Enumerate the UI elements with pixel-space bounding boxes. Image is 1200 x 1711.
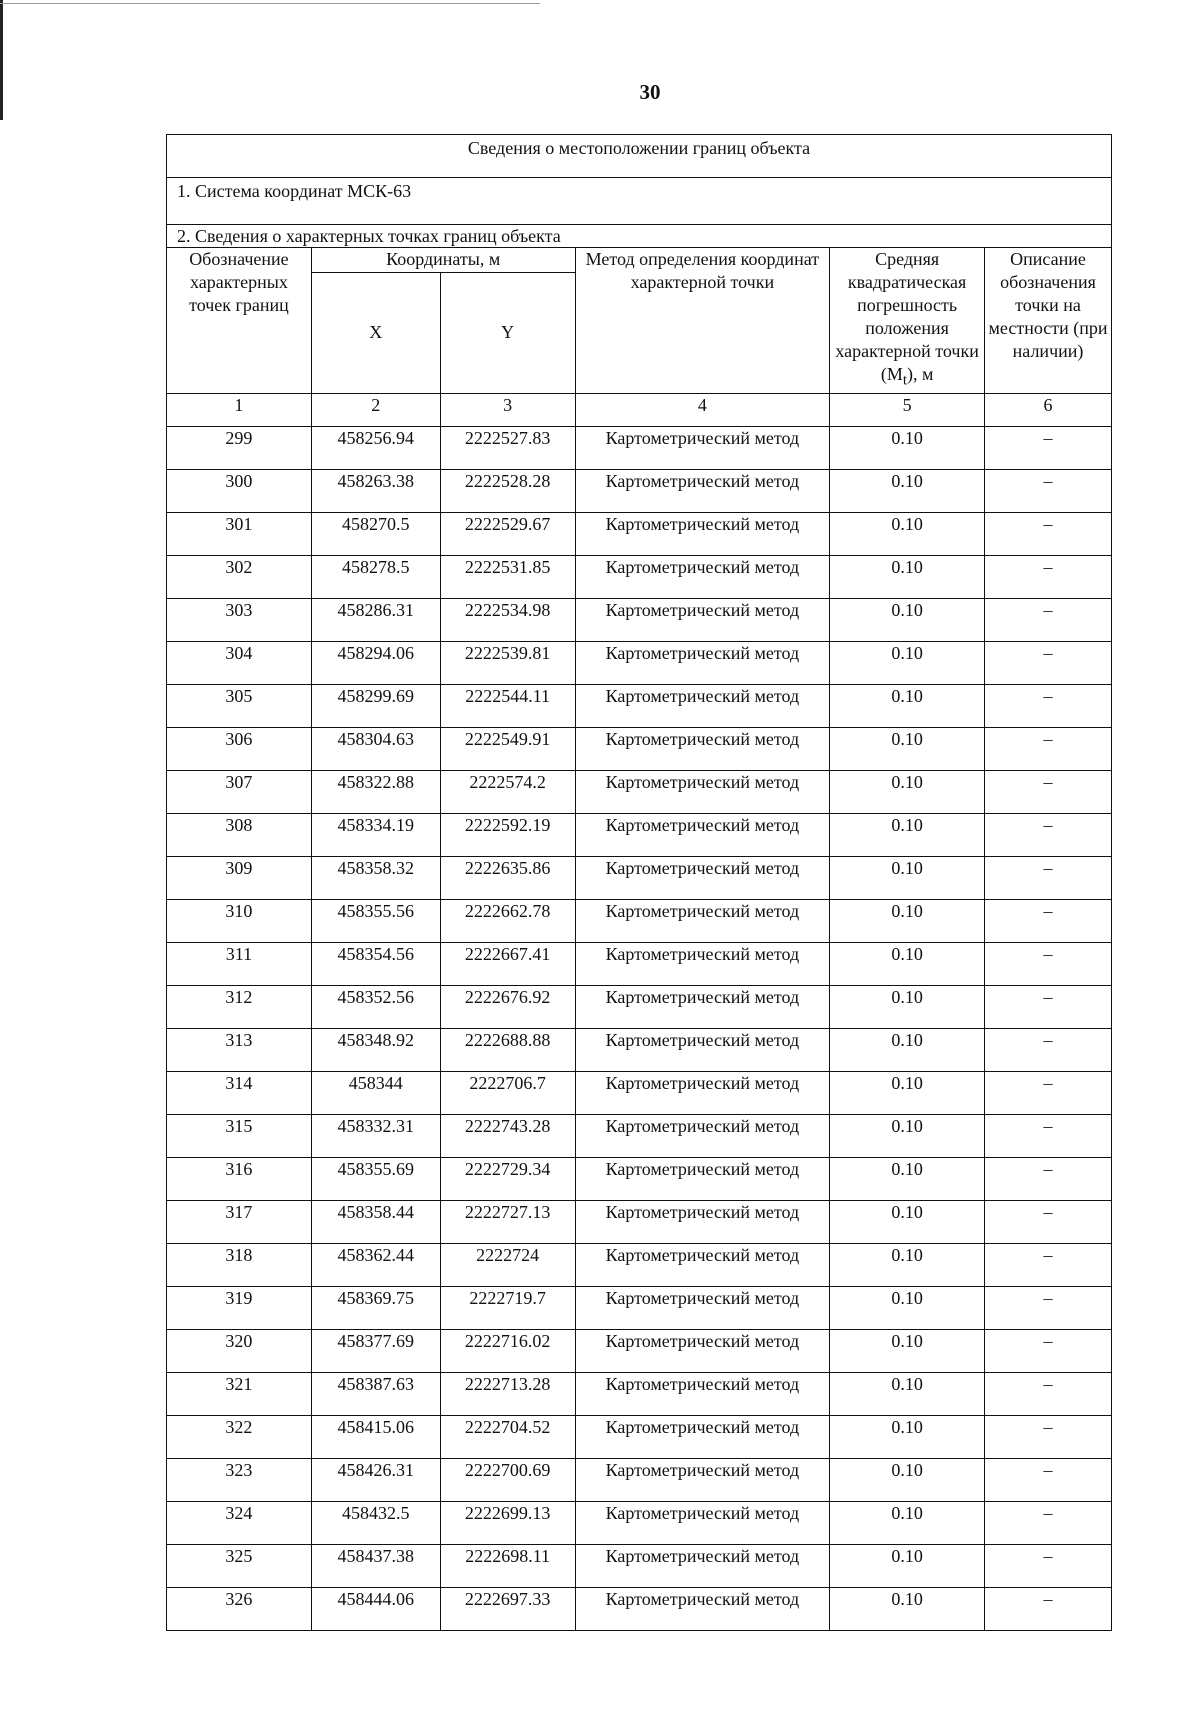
method-cell: Картометрический метод xyxy=(575,770,830,813)
point-number-cell: 311 xyxy=(167,942,312,985)
description-cell: – xyxy=(985,1157,1112,1200)
method-cell: Картометрический метод xyxy=(575,1415,830,1458)
accuracy-cell: 0.10 xyxy=(830,555,985,598)
header-y: Y xyxy=(440,272,575,393)
x-coordinate-cell: 458270.5 xyxy=(311,512,440,555)
y-coordinate-cell: 2222743.28 xyxy=(440,1114,575,1157)
y-coordinate-cell: 2222667.41 xyxy=(440,942,575,985)
x-coordinate-cell: 458362.44 xyxy=(311,1243,440,1286)
description-cell: – xyxy=(985,555,1112,598)
x-coordinate-cell: 458369.75 xyxy=(311,1286,440,1329)
description-cell: – xyxy=(985,1329,1112,1372)
accuracy-cell: 0.10 xyxy=(830,856,985,899)
description-cell: – xyxy=(985,1587,1112,1630)
table-row xyxy=(167,1286,1112,1329)
point-number-cell: 312 xyxy=(167,985,312,1028)
accuracy-cell: 0.10 xyxy=(830,1157,985,1200)
table-title: Сведения о местоположении границ объекта xyxy=(167,135,1112,178)
table-row xyxy=(167,1157,1112,1200)
y-coordinate-cell: 2222688.88 xyxy=(440,1028,575,1071)
method-cell: Картометрический метод xyxy=(575,813,830,856)
x-coordinate-cell: 458415.06 xyxy=(311,1415,440,1458)
x-coordinate-cell: 458354.56 xyxy=(311,942,440,985)
y-coordinate-cell: 2222716.02 xyxy=(440,1329,575,1372)
accuracy-cell: 0.10 xyxy=(830,512,985,555)
description-cell: – xyxy=(985,512,1112,555)
y-coordinate-cell: 2222676.92 xyxy=(440,985,575,1028)
y-coordinate-cell: 2222698.11 xyxy=(440,1544,575,1587)
x-coordinate-cell: 458355.69 xyxy=(311,1157,440,1200)
description-cell: – xyxy=(985,813,1112,856)
table-row xyxy=(167,899,1112,942)
point-number-cell: 309 xyxy=(167,856,312,899)
accuracy-cell: 0.10 xyxy=(830,1544,985,1587)
table-row xyxy=(167,727,1112,770)
table-row xyxy=(167,426,1112,469)
description-cell: – xyxy=(985,899,1112,942)
description-cell: – xyxy=(985,1501,1112,1544)
table-row xyxy=(167,1071,1112,1114)
point-number-cell: 319 xyxy=(167,1286,312,1329)
method-cell: Картометрический метод xyxy=(575,469,830,512)
y-coordinate-cell: 2222574.2 xyxy=(440,770,575,813)
column-number: 5 xyxy=(830,393,985,426)
x-coordinate-cell: 458387.63 xyxy=(311,1372,440,1415)
x-coordinate-cell: 458322.88 xyxy=(311,770,440,813)
accuracy-cell: 0.10 xyxy=(830,942,985,985)
method-cell: Картометрический метод xyxy=(575,512,830,555)
header-accuracy xyxy=(830,248,985,394)
header-accuracy-unit: ), м xyxy=(907,364,934,384)
table-row xyxy=(167,1587,1112,1630)
accuracy-cell: 0.10 xyxy=(830,1286,985,1329)
accuracy-cell: 0.10 xyxy=(830,813,985,856)
point-number-cell: 314 xyxy=(167,1071,312,1114)
x-coordinate-cell: 458348.92 xyxy=(311,1028,440,1071)
description-cell: – xyxy=(985,942,1112,985)
description-cell: – xyxy=(985,1114,1112,1157)
y-coordinate-cell: 2222528.28 xyxy=(440,469,575,512)
accuracy-cell: 0.10 xyxy=(830,1200,985,1243)
method-cell: Картометрический метод xyxy=(575,856,830,899)
column-number: 3 xyxy=(440,393,575,426)
description-cell: – xyxy=(985,856,1112,899)
point-number-cell: 316 xyxy=(167,1157,312,1200)
description-cell: – xyxy=(985,1243,1112,1286)
accuracy-cell: 0.10 xyxy=(830,899,985,942)
method-cell: Картометрический метод xyxy=(575,985,830,1028)
point-number-cell: 307 xyxy=(167,770,312,813)
table-row xyxy=(167,942,1112,985)
y-coordinate-cell: 2222592.19 xyxy=(440,813,575,856)
column-numbers-row xyxy=(167,393,1112,426)
description-cell: – xyxy=(985,1458,1112,1501)
y-coordinate-cell: 2222700.69 xyxy=(440,1458,575,1501)
x-coordinate-cell: 458344 xyxy=(311,1071,440,1114)
method-cell: Картометрический метод xyxy=(575,1200,830,1243)
table-row xyxy=(167,1200,1112,1243)
x-coordinate-cell: 458263.38 xyxy=(311,469,440,512)
y-coordinate-cell: 2222719.7 xyxy=(440,1286,575,1329)
point-number-cell: 303 xyxy=(167,598,312,641)
scan-top-rule xyxy=(0,3,540,4)
x-coordinate-cell: 458256.94 xyxy=(311,426,440,469)
y-coordinate-cell: 2222697.33 xyxy=(440,1587,575,1630)
table-row xyxy=(167,1243,1112,1286)
x-coordinate-cell: 458432.5 xyxy=(311,1501,440,1544)
accuracy-cell: 0.10 xyxy=(830,469,985,512)
y-coordinate-cell: 2222729.34 xyxy=(440,1157,575,1200)
method-cell: Картометрический метод xyxy=(575,1544,830,1587)
accuracy-cell: 0.10 xyxy=(830,1028,985,1071)
point-number-cell: 317 xyxy=(167,1200,312,1243)
method-cell: Картометрический метод xyxy=(575,1329,830,1372)
description-cell: – xyxy=(985,598,1112,641)
description-cell: – xyxy=(985,469,1112,512)
header-coordinates: Координаты, м xyxy=(311,248,575,273)
coordinate-system: 1. Система координат МСК-63 xyxy=(167,178,1112,225)
header-method: Метод определения координат характерной точки xyxy=(575,248,830,394)
description-cell: – xyxy=(985,727,1112,770)
y-coordinate-cell: 2222713.28 xyxy=(440,1372,575,1415)
header-description: Описание обозначения точки на местности (при наличии) xyxy=(985,248,1112,394)
point-number-cell: 306 xyxy=(167,727,312,770)
table-row xyxy=(167,770,1112,813)
header-accuracy-subscript: t xyxy=(902,372,908,389)
y-coordinate-cell: 2222549.91 xyxy=(440,727,575,770)
point-number-cell: 305 xyxy=(167,684,312,727)
accuracy-cell: 0.10 xyxy=(830,985,985,1028)
header-accuracy-text: Средняя квадратическая погрешность положения характерной точки (M xyxy=(835,249,979,384)
accuracy-cell: 0.10 xyxy=(830,426,985,469)
point-number-cell: 308 xyxy=(167,813,312,856)
column-number: 4 xyxy=(575,393,830,426)
boundary-points-table xyxy=(166,134,1112,1631)
method-cell: Картометрический метод xyxy=(575,598,830,641)
table-row xyxy=(167,813,1112,856)
x-coordinate-cell: 458437.38 xyxy=(311,1544,440,1587)
description-cell: – xyxy=(985,641,1112,684)
column-number: 2 xyxy=(311,393,440,426)
method-cell: Картометрический метод xyxy=(575,1157,830,1200)
description-cell: – xyxy=(985,1071,1112,1114)
y-coordinate-cell: 2222704.52 xyxy=(440,1415,575,1458)
page-number: 30 xyxy=(639,80,661,104)
table-row xyxy=(167,1501,1112,1544)
x-coordinate-cell: 458444.06 xyxy=(311,1587,440,1630)
accuracy-cell: 0.10 xyxy=(830,1243,985,1286)
header-x: X xyxy=(311,272,440,393)
x-coordinate-cell: 458334.19 xyxy=(311,813,440,856)
x-coordinate-cell: 458377.69 xyxy=(311,1329,440,1372)
description-cell: – xyxy=(985,1200,1112,1243)
accuracy-cell: 0.10 xyxy=(830,598,985,641)
point-number-cell: 321 xyxy=(167,1372,312,1415)
point-number-cell: 315 xyxy=(167,1114,312,1157)
point-number-cell: 324 xyxy=(167,1501,312,1544)
y-coordinate-cell: 2222706.7 xyxy=(440,1071,575,1114)
y-coordinate-cell: 2222527.83 xyxy=(440,426,575,469)
method-cell: Картометрический метод xyxy=(575,1071,830,1114)
x-coordinate-cell: 458358.32 xyxy=(311,856,440,899)
table-row xyxy=(167,856,1112,899)
method-cell: Картометрический метод xyxy=(575,1458,830,1501)
method-cell: Картометрический метод xyxy=(575,426,830,469)
point-number-cell: 310 xyxy=(167,899,312,942)
x-coordinate-cell: 458304.63 xyxy=(311,727,440,770)
y-coordinate-cell: 2222529.67 xyxy=(440,512,575,555)
table-row xyxy=(167,1415,1112,1458)
method-cell: Картометрический метод xyxy=(575,899,830,942)
accuracy-cell: 0.10 xyxy=(830,1114,985,1157)
accuracy-cell: 0.10 xyxy=(830,1458,985,1501)
accuracy-cell: 0.10 xyxy=(830,1329,985,1372)
method-cell: Картометрический метод xyxy=(575,641,830,684)
x-coordinate-cell: 458426.31 xyxy=(311,1458,440,1501)
method-cell: Картометрический метод xyxy=(575,1286,830,1329)
header-point-designation: Обозначение характерных точек границ xyxy=(167,248,312,394)
description-cell: – xyxy=(985,770,1112,813)
table-row xyxy=(167,1028,1112,1071)
accuracy-cell: 0.10 xyxy=(830,641,985,684)
y-coordinate-cell: 2222699.13 xyxy=(440,1501,575,1544)
description-cell: – xyxy=(985,684,1112,727)
x-coordinate-cell: 458294.06 xyxy=(311,641,440,684)
y-coordinate-cell: 2222662.78 xyxy=(440,899,575,942)
x-coordinate-cell: 458286.31 xyxy=(311,598,440,641)
x-coordinate-cell: 458352.56 xyxy=(311,985,440,1028)
y-coordinate-cell: 2222724 xyxy=(440,1243,575,1286)
method-cell: Картометрический метод xyxy=(575,727,830,770)
point-number-cell: 325 xyxy=(167,1544,312,1587)
point-number-cell: 322 xyxy=(167,1415,312,1458)
x-coordinate-cell: 458278.5 xyxy=(311,555,440,598)
accuracy-cell: 0.10 xyxy=(830,1415,985,1458)
point-number-cell: 320 xyxy=(167,1329,312,1372)
method-cell: Картометрический метод xyxy=(575,1587,830,1630)
accuracy-cell: 0.10 xyxy=(830,1501,985,1544)
point-number-cell: 313 xyxy=(167,1028,312,1071)
table-row xyxy=(167,1544,1112,1587)
x-coordinate-cell: 458332.31 xyxy=(311,1114,440,1157)
accuracy-cell: 0.10 xyxy=(830,770,985,813)
x-coordinate-cell: 458299.69 xyxy=(311,684,440,727)
point-number-cell: 318 xyxy=(167,1243,312,1286)
method-cell: Картометрический метод xyxy=(575,555,830,598)
point-number-cell: 304 xyxy=(167,641,312,684)
description-cell: – xyxy=(985,985,1112,1028)
point-number-cell: 301 xyxy=(167,512,312,555)
description-cell: – xyxy=(985,1286,1112,1329)
x-coordinate-cell: 458358.44 xyxy=(311,1200,440,1243)
table-row xyxy=(167,1372,1112,1415)
method-cell: Картометрический метод xyxy=(575,1372,830,1415)
y-coordinate-cell: 2222534.98 xyxy=(440,598,575,641)
description-cell: – xyxy=(985,426,1112,469)
y-coordinate-cell: 2222531.85 xyxy=(440,555,575,598)
x-coordinate-cell: 458355.56 xyxy=(311,899,440,942)
point-number-cell: 326 xyxy=(167,1587,312,1630)
point-number-cell: 300 xyxy=(167,469,312,512)
table-row xyxy=(167,555,1112,598)
table-row xyxy=(167,512,1112,555)
description-cell: – xyxy=(985,1544,1112,1587)
table-row xyxy=(167,598,1112,641)
accuracy-cell: 0.10 xyxy=(830,1372,985,1415)
y-coordinate-cell: 2222727.13 xyxy=(440,1200,575,1243)
table-row xyxy=(167,641,1112,684)
accuracy-cell: 0.10 xyxy=(830,1587,985,1630)
method-cell: Картометрический метод xyxy=(575,942,830,985)
points-section-title: 2. Сведения о характерных точках границ объекта xyxy=(167,225,1112,248)
method-cell: Картометрический метод xyxy=(575,1501,830,1544)
table-row xyxy=(167,1458,1112,1501)
table-row xyxy=(167,1114,1112,1157)
method-cell: Картометрический метод xyxy=(575,1114,830,1157)
y-coordinate-cell: 2222544.11 xyxy=(440,684,575,727)
table-row xyxy=(167,1329,1112,1372)
description-cell: – xyxy=(985,1415,1112,1458)
point-number-cell: 302 xyxy=(167,555,312,598)
table-row xyxy=(167,684,1112,727)
accuracy-cell: 0.10 xyxy=(830,1071,985,1114)
table-row xyxy=(167,985,1112,1028)
table-row xyxy=(167,469,1112,512)
description-cell: – xyxy=(985,1028,1112,1071)
y-coordinate-cell: 2222539.81 xyxy=(440,641,575,684)
point-number-cell: 323 xyxy=(167,1458,312,1501)
accuracy-cell: 0.10 xyxy=(830,684,985,727)
method-cell: Картометрический метод xyxy=(575,684,830,727)
column-number: 6 xyxy=(985,393,1112,426)
y-coordinate-cell: 2222635.86 xyxy=(440,856,575,899)
column-number: 1 xyxy=(167,393,312,426)
point-number-cell: 299 xyxy=(167,426,312,469)
method-cell: Картометрический метод xyxy=(575,1243,830,1286)
accuracy-cell: 0.10 xyxy=(830,727,985,770)
description-cell: – xyxy=(985,1372,1112,1415)
method-cell: Картометрический метод xyxy=(575,1028,830,1071)
